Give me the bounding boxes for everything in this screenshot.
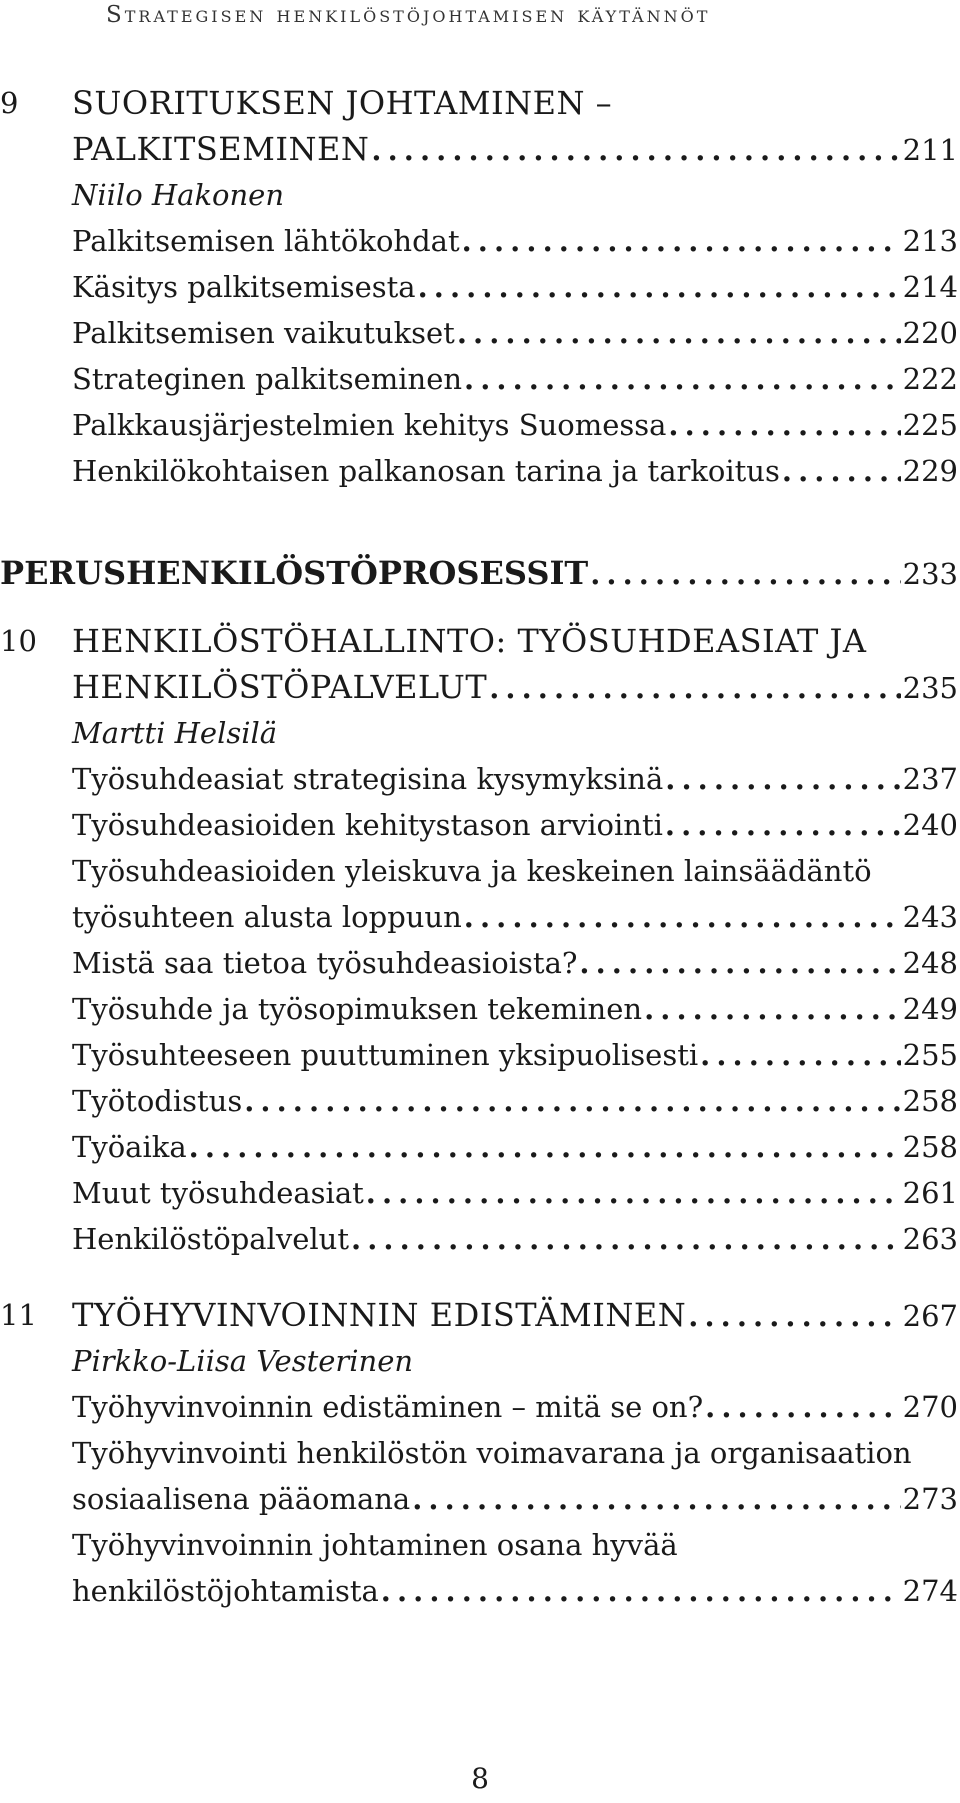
- page-number: 233: [902, 557, 958, 591]
- author-name: Niilo Hakonen: [72, 178, 285, 212]
- toc-entry[interactable]: [0, 1170, 960, 1216]
- page-number: 243: [902, 900, 958, 934]
- toc-entry[interactable]: [0, 1568, 960, 1614]
- entry-title: Työaika: [72, 1130, 187, 1164]
- page-number: 237: [902, 762, 958, 796]
- chapter-10-heading: [0, 618, 960, 664]
- dot-leader: [579, 940, 900, 986]
- table-of-contents: [0, 80, 960, 1614]
- dot-leader: [366, 1170, 901, 1216]
- toc-entry[interactable]: [0, 1078, 960, 1124]
- page-folio: 8: [471, 1762, 489, 1795]
- dot-leader: [464, 894, 901, 940]
- chapter-9-heading: [0, 80, 960, 126]
- toc-entry[interactable]: [0, 356, 960, 402]
- dot-leader: [457, 310, 901, 356]
- toc-entry[interactable]: [0, 986, 960, 1032]
- toc-entry[interactable]: [0, 940, 960, 986]
- chapter-number: 11: [0, 1298, 37, 1332]
- dot-leader: [665, 756, 900, 802]
- entry-title: Työhyvinvoinnin johtaminen osana hyvää: [72, 1528, 678, 1562]
- dot-leader: [418, 264, 901, 310]
- entry-title: henkilöstöjohtamista: [72, 1574, 379, 1608]
- chapter-title: TYÖHYVINVOINNIN EDISTÄMINEN: [72, 1296, 687, 1334]
- chapter-number: 10: [0, 624, 37, 658]
- toc-entry[interactable]: [0, 264, 960, 310]
- dot-leader: [590, 551, 900, 597]
- toc-entry[interactable]: [0, 402, 960, 448]
- toc-entry[interactable]: [0, 1216, 960, 1262]
- page-number: 267: [902, 1299, 958, 1333]
- chapter-title: HENKILÖSTÖHALLINTO: TYÖSUHDEASIAT JA: [72, 622, 867, 660]
- toc-entry[interactable]: [0, 664, 960, 710]
- entry-title: Strateginen palkitseminen: [72, 362, 463, 396]
- entry-title: Palkkausjärjestelmien kehitys Suomessa: [72, 408, 667, 442]
- chapter-author: [0, 710, 960, 756]
- part-title: PERUSHENKILÖSTÖPROSESSIT: [0, 554, 589, 592]
- toc-entry[interactable]: [0, 802, 960, 848]
- dot-leader: [381, 1568, 901, 1614]
- chapter-title: SUORITUKSEN JOHTAMINEN –: [72, 84, 613, 122]
- entry-title: Muut työsuhdeasiat: [72, 1176, 364, 1210]
- toc-entry[interactable]: [0, 894, 960, 940]
- entry-title: Henkilökohtaisen palkanosan tarina ja tarkoitus: [72, 454, 780, 488]
- entry-title: Työhyvinvointi henkilöstön voimavarana ja organisaation: [72, 1436, 912, 1470]
- page-number: 222: [902, 362, 958, 396]
- page-number: 235: [902, 671, 958, 705]
- page-number: 240: [902, 808, 958, 842]
- toc-entry[interactable]: [0, 1124, 960, 1170]
- entry-title: Työsuhde ja työsopimuksen tekeminen: [72, 992, 643, 1026]
- chapter-number: 9: [0, 86, 19, 120]
- dot-leader: [705, 1384, 900, 1430]
- dot-leader: [244, 1078, 900, 1124]
- page-number: 258: [902, 1130, 958, 1164]
- chapter-title: PALKITSEMINEN: [72, 130, 370, 168]
- entry-title: Työsuhteeseen puuttuminen yksipuolisesti: [72, 1038, 699, 1072]
- entry-title: Työhyvinvoinnin edistäminen – mitä se on?: [72, 1390, 704, 1424]
- page-number: 273: [902, 1482, 958, 1516]
- entry-title: Työsuhdeasioiden kehitystason arviointi: [72, 808, 663, 842]
- toc-entry[interactable]: [0, 218, 960, 264]
- dot-leader: [371, 127, 900, 173]
- page-number: 274: [902, 1574, 958, 1608]
- chapter-author: [0, 1338, 960, 1384]
- dot-leader: [351, 1216, 901, 1262]
- dot-leader: [412, 1476, 900, 1522]
- dot-leader: [462, 218, 901, 264]
- toc-entry-line: [0, 848, 960, 894]
- entry-title: Työsuhdeasiat strategisina kysymyksinä: [72, 762, 664, 796]
- toc-entry-line: [0, 1430, 960, 1476]
- page-number: 249: [902, 992, 958, 1026]
- page-number: 248: [902, 946, 958, 980]
- running-head: Strategisen henkilöstöjohtamisen käytännöt: [106, 2, 711, 28]
- toc-entry[interactable]: [0, 448, 960, 494]
- page-number: 229: [902, 454, 958, 488]
- toc-entry[interactable]: [0, 1032, 960, 1078]
- entry-title: Palkitsemisen vaikutukset: [72, 316, 455, 350]
- dot-leader: [189, 1124, 901, 1170]
- author-name: Martti Helsilä: [72, 716, 278, 750]
- page-number: 211: [902, 133, 958, 167]
- dot-leader: [489, 665, 900, 711]
- entry-title: sosiaalisena pääomana: [72, 1482, 411, 1516]
- dot-leader: [688, 1293, 900, 1339]
- chapter-11-heading[interactable]: [0, 1292, 960, 1338]
- entry-title: Työsuhdeasioiden yleiskuva ja keskeinen lainsäädäntö: [72, 854, 872, 888]
- toc-entry[interactable]: [0, 756, 960, 802]
- entry-title: Palkitsemisen lähtökohdat: [72, 224, 460, 258]
- page-number: 214: [902, 270, 958, 304]
- entry-title: Mistä saa tietoa työsuhdeasioista?: [72, 946, 578, 980]
- page-number: 263: [902, 1222, 958, 1256]
- toc-entry[interactable]: [0, 310, 960, 356]
- dot-leader: [644, 986, 901, 1032]
- entry-title: Työtodistus: [72, 1084, 243, 1118]
- toc-entry[interactable]: [0, 1384, 960, 1430]
- page-number: 255: [902, 1038, 958, 1072]
- toc-entry[interactable]: [0, 1476, 960, 1522]
- page-number: 261: [902, 1176, 958, 1210]
- chapter-author: [0, 172, 960, 218]
- toc-entry-line: [0, 1522, 960, 1568]
- page-number: 270: [902, 1390, 958, 1424]
- dot-leader: [665, 802, 901, 848]
- entry-title: Käsitys palkitsemisesta: [72, 270, 416, 304]
- chapter-title: HENKILÖSTÖPALVELUT: [72, 668, 488, 706]
- dot-leader: [464, 356, 901, 402]
- entry-title: työsuhteen alusta loppuun: [72, 900, 462, 934]
- page-number: 213: [902, 224, 958, 258]
- dot-leader: [668, 402, 900, 448]
- page-number: 225: [902, 408, 958, 442]
- dot-leader: [782, 448, 901, 494]
- dot-leader: [700, 1032, 901, 1078]
- author-name: Pirkko-Liisa Vesterinen: [72, 1344, 414, 1378]
- page-number: 220: [902, 316, 958, 350]
- page-number: 258: [902, 1084, 958, 1118]
- entry-title: Henkilöstöpalvelut: [72, 1222, 349, 1256]
- toc-entry[interactable]: [0, 126, 960, 172]
- part-heading[interactable]: [0, 550, 960, 596]
